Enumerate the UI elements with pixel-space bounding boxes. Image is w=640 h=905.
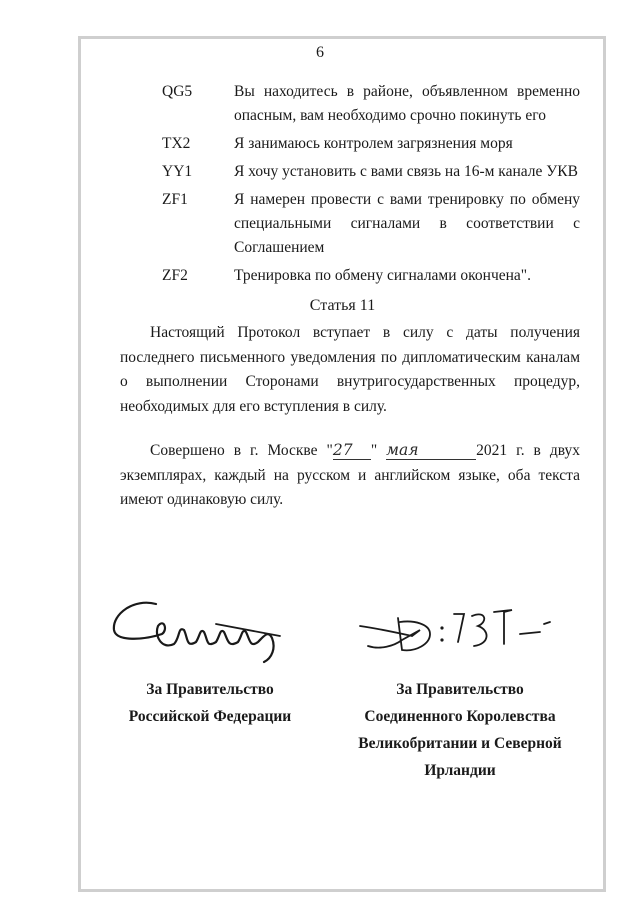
code-label: TX2 xyxy=(162,135,191,152)
handwritten-day: 27 xyxy=(333,441,371,460)
code-description: Я хочу установить с вами связь на 16-м канале УКВ xyxy=(234,163,578,180)
code-label: ZF1 xyxy=(162,191,188,208)
uk-signature xyxy=(354,606,564,656)
code-row-qg5 xyxy=(162,80,580,128)
code-description: Я намерен провести с вами тренировку по обмену специальными сигналами в соответствии с Соглашением xyxy=(234,191,580,256)
code-label: QG5 xyxy=(162,83,193,100)
code-label: YY1 xyxy=(162,163,193,180)
completion-paragraph xyxy=(120,439,580,513)
signatory-line: Ирландии xyxy=(424,762,496,779)
completion-mid: " xyxy=(370,442,387,459)
code-row-zf1 xyxy=(162,188,580,260)
russian-signature xyxy=(104,596,294,666)
signatory-line: За Правительство xyxy=(146,681,274,698)
signatory-line: Великобритании и Северной xyxy=(358,735,562,752)
completion-suffix: 2021 г. в двух экземплярах, каждый на русском и английском языке, оба текста имеют одинаковую силу. xyxy=(120,442,581,508)
code-description: Я занимаюсь контролем загрязнения моря xyxy=(234,135,513,152)
code-description: Вы находитесь в районе, объявленном временно опасным, вам необходимо срочно покинуть его xyxy=(234,83,580,124)
signal-code-list xyxy=(162,80,580,288)
code-row-yy1 xyxy=(162,160,580,184)
code-description: Тренировка по обмену сигналами окончена". xyxy=(234,267,532,284)
code-label: ZF2 xyxy=(162,267,188,284)
code-row-tx2 xyxy=(162,132,580,156)
code-row-zf2 xyxy=(162,264,580,288)
completion-prefix: Совершено в г. Москве " xyxy=(150,442,333,459)
article-text: Настоящий Протокол вступает в силу с даты получения последнего письменного уведомления по дипломатическим каналам о выполнении Сторонами внутригосударственных процедур, необходимых для его вступления в силу. xyxy=(120,324,580,415)
article-paragraph xyxy=(120,321,580,419)
article-title: Статья 11 xyxy=(309,297,376,314)
page-number: 6 xyxy=(316,44,324,61)
signatory-line: Соединенного Королевства xyxy=(364,708,556,725)
signatory-line: За Правительство xyxy=(396,681,524,698)
signatory-line: Российской Федерации xyxy=(128,708,292,725)
uk-signatory-block xyxy=(340,676,580,784)
handwritten-month: мая xyxy=(386,441,476,460)
russian-signatory-block xyxy=(100,676,320,730)
